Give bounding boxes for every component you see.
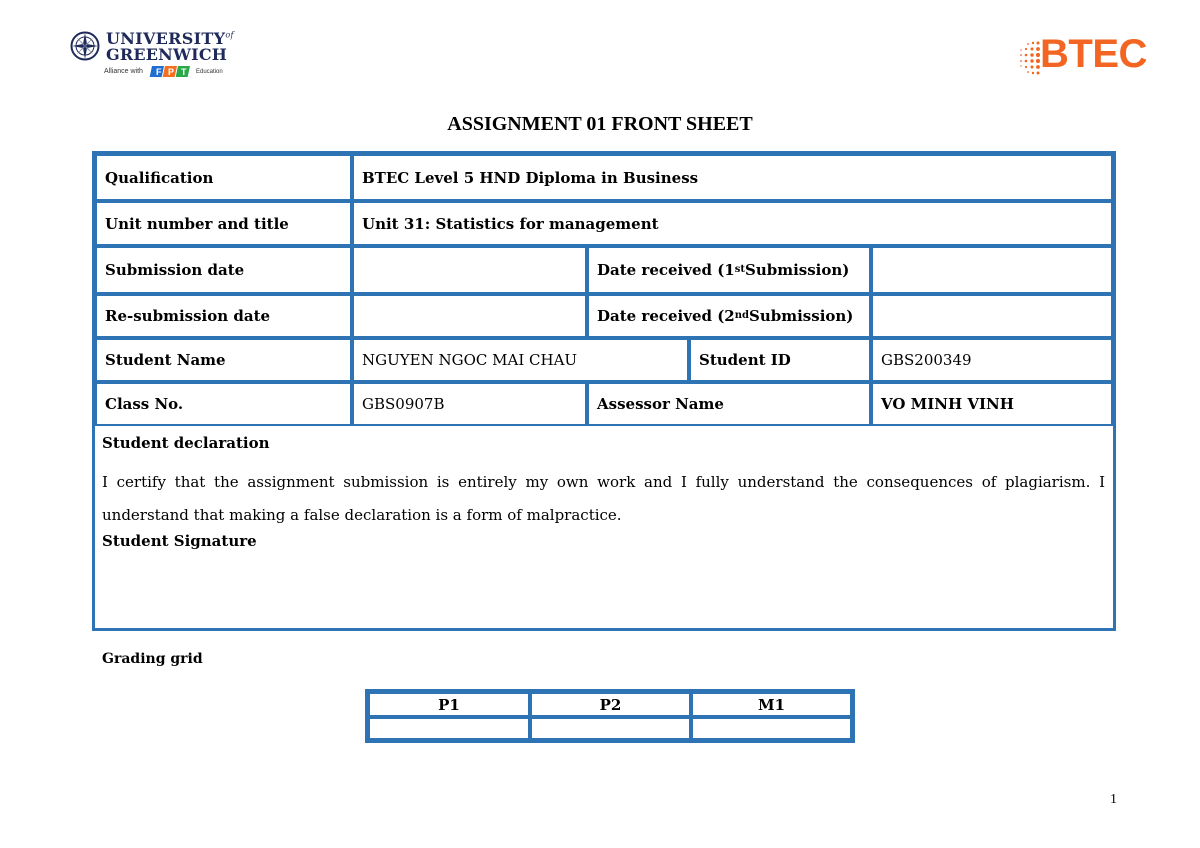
class-value: GBS0907B bbox=[352, 382, 587, 426]
page-number: 1 bbox=[1110, 792, 1117, 807]
fpt-badge-icon bbox=[148, 66, 192, 77]
date-received-first-label: Date received (1 st Submission) bbox=[587, 246, 871, 294]
qualification-value: BTEC Level 5 HND Diploma in Business bbox=[352, 154, 1113, 201]
class-label: Class No. bbox=[95, 382, 352, 426]
alliance-text: Alliance with bbox=[104, 68, 143, 75]
document-title: ASSIGNMENT 01 FRONT SHEET bbox=[447, 113, 753, 135]
qualification-label: Qualification bbox=[95, 154, 352, 201]
date-received-first-value bbox=[871, 246, 1113, 294]
unit-label: Unit number and title bbox=[95, 201, 352, 246]
student-declaration-section bbox=[95, 424, 1113, 629]
grade-value-m1 bbox=[691, 717, 852, 740]
declaration-heading: Student declaration bbox=[102, 434, 270, 452]
greenwich-wordmark: GREENWICH bbox=[106, 45, 228, 64]
grading-grid-label: Grading grid bbox=[102, 651, 203, 667]
education-text: Education bbox=[196, 69, 223, 75]
submission-date-label: Submission date bbox=[95, 246, 352, 294]
declaration-text: I certify that the assignment submission is entirely my own work and I fully understand the consequences of plagiarism. I understand that making a false declaration is a form of malpractice. bbox=[102, 473, 1105, 524]
resubmission-date-label: Re-submission date bbox=[95, 294, 352, 338]
assessor-label: Assessor Name bbox=[587, 382, 871, 426]
btec-logo bbox=[1016, 32, 1150, 80]
date-received-second-label: Date received (2 nd Submission) bbox=[587, 294, 871, 338]
grade-header-p2: P2 bbox=[530, 692, 691, 717]
student-id-label: Student ID bbox=[689, 338, 871, 382]
student-name-value: NGUYEN NGOC MAI CHAU bbox=[352, 338, 689, 382]
grade-header-m1: M1 bbox=[691, 692, 852, 717]
btec-wordmark: BTEC bbox=[1040, 32, 1147, 76]
grade-header-p1: P1 bbox=[368, 692, 530, 717]
grade-value-p2 bbox=[530, 717, 691, 740]
grade-value-p1 bbox=[368, 717, 530, 740]
date-received-second-value bbox=[871, 294, 1113, 338]
student-name-label: Student Name bbox=[95, 338, 352, 382]
resubmission-date-value bbox=[352, 294, 587, 338]
student-id-value: GBS200349 bbox=[871, 338, 1113, 382]
svg-text:T: T bbox=[181, 67, 187, 77]
student-signature-label: Student Signature bbox=[102, 532, 257, 550]
unit-value: Unit 31: Statistics for management bbox=[352, 201, 1113, 246]
svg-text:P: P bbox=[168, 67, 175, 77]
submission-date-value bbox=[352, 246, 587, 294]
university-wordmark: $UNIVERSITY^{of}$ bbox=[106, 29, 234, 48]
svg-text:F: F bbox=[156, 67, 162, 77]
assessor-value: VO MINH VINH bbox=[871, 382, 1113, 426]
compass-crest-icon bbox=[70, 31, 100, 61]
university-of-greenwich-logo bbox=[68, 28, 234, 84]
